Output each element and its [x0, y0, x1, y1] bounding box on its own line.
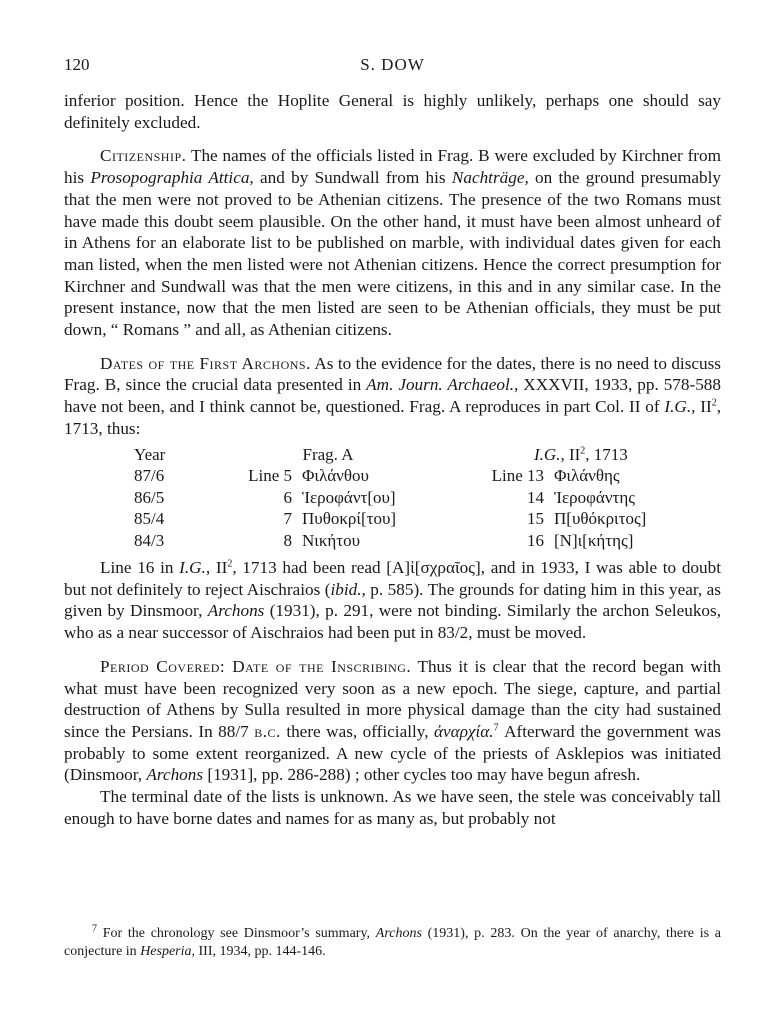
- cell-name-b: Φιλάνθης: [554, 466, 620, 486]
- page-number: 120: [64, 55, 90, 74]
- italic-title: I.G.,: [534, 444, 565, 464]
- cell-name-a: Νικήτου: [302, 530, 361, 550]
- cell-year: 84/3: [134, 530, 165, 550]
- paragraph-period: [64, 656, 721, 786]
- superscript: 2: [227, 558, 233, 570]
- text-run: For the chronology see Dinsmoor’s summary,: [97, 926, 376, 941]
- cell-name-a: Πυθοκρί[του]: [302, 509, 397, 529]
- text-run: , 1713: [585, 444, 628, 464]
- era-abbreviation: b.c.: [254, 721, 281, 741]
- section-heading-period: Period Covered: Date of the Inscribing.: [100, 656, 412, 676]
- cell-line-a: 8: [283, 530, 292, 550]
- text-run: Afterward the government was probably to some extent reorganized. A new cycle of the priests of Asklepios was initiated (Dinsmoor,: [64, 721, 721, 785]
- italic-title: Archons: [146, 765, 204, 785]
- italic-title: Nachträge,: [451, 168, 529, 188]
- cell-line-b: 15: [527, 509, 544, 529]
- cell-line-b: Line 13: [491, 466, 544, 486]
- superscript: 2: [711, 397, 717, 409]
- cell-line-b: 16: [527, 530, 544, 550]
- page-header: [64, 55, 721, 79]
- text-run: The names of the officials listed in Frag. B were excluded by Kirchner from his: [64, 146, 721, 188]
- cell-name-b: [Ν]ι[κήτης]: [554, 530, 634, 550]
- text-run: , 1713, thus:: [64, 397, 721, 438]
- cell-line-b: 14: [527, 487, 544, 507]
- italic-title: I.G.,: [179, 558, 211, 578]
- italic-title: Am. Journ. Archaeol.,: [366, 375, 519, 395]
- paragraph-line16: [64, 557, 721, 644]
- cell-name-b: Ἱεροφάντης: [554, 487, 635, 507]
- text-run: [1931], pp. 286-288) ; other cycles too may have begun afresh.: [203, 765, 641, 785]
- italic-title: Hesperia,: [140, 944, 196, 959]
- text-run: II: [564, 444, 581, 464]
- paragraph-citizenship: [64, 145, 721, 340]
- text-run: XXXVII, 1933, pp. 578-588 have not been, and I think cannot be, questioned. Frag. A reproduces in part Col. II of: [64, 375, 721, 417]
- cell-name-a: Ἱεροφάντ[ου]: [302, 487, 396, 507]
- table-row: [64, 487, 721, 509]
- cell-line-a: Line 5: [248, 466, 292, 486]
- table-header-row: [64, 444, 721, 466]
- column-header-ig: [452, 444, 628, 466]
- text-run: II: [210, 558, 228, 578]
- superscript: 2: [580, 444, 586, 456]
- text-run: p. 585). The grounds for dating him in this year, as given by Dinsmoor,: [64, 579, 721, 621]
- paragraph-continuation: inferior position. Hence the Hoplite General is highly unlikely, perhaps one should say definitely excluded.: [64, 91, 721, 132]
- text-run: Line 16 in: [100, 558, 180, 578]
- cell-line-a: 7: [283, 509, 292, 529]
- text-run: , 1713 had been read [Α]ἰ[σχραῖος], and in 1933, I was able to doubt but not definitely to reject Aischraios (: [64, 558, 721, 599]
- italic-title: I.G.,: [664, 397, 696, 417]
- italic-greek: ἀναρχία.: [434, 721, 494, 741]
- cell-year: 86/5: [134, 487, 165, 507]
- section-heading-citizenship: Citizenship.: [100, 146, 187, 166]
- cell-line-a: 6: [283, 487, 292, 507]
- text-run: II: [695, 397, 712, 417]
- cell-name-a: Φιλάνθου: [302, 466, 369, 486]
- column-header-year: Year: [134, 444, 166, 464]
- italic-title: ibid.,: [330, 579, 366, 599]
- table-row: [64, 465, 721, 487]
- text-run: and by Sundwall from his: [253, 168, 452, 188]
- paragraph-terminal: The terminal date of the lists is unknown. As we have seen, the stele was conceivably tall enough to have borne dates and names for as many as, but probably not: [64, 787, 721, 828]
- cell-year: 87/6: [134, 466, 165, 486]
- footnote-number: 7: [92, 923, 97, 935]
- paragraph-dates: [64, 353, 721, 440]
- footnote-marker: 7: [493, 722, 499, 734]
- text-run: As to the evidence for the dates, there is no need to discuss Frag. B, since the crucial data presented in: [64, 353, 721, 395]
- archon-table: [64, 444, 721, 552]
- italic-title: Archons: [207, 601, 265, 621]
- table-row: [64, 508, 721, 530]
- table-row: [64, 530, 721, 552]
- running-head: S. DOW: [360, 55, 425, 74]
- text-run: (1931), p. 291, were not binding. Similarly the archon Seleukos, who as a near successor of Aischraios had been put in 83/2, must be moved.: [64, 601, 721, 643]
- body-text: [64, 90, 721, 829]
- text-run: III, 1934, pp. 144-146.: [195, 944, 326, 959]
- footnote: [64, 925, 721, 961]
- italic-title: Prosopographia Attica,: [90, 168, 254, 188]
- cell-year: 85/4: [134, 509, 165, 529]
- text-run: on the ground presumably that the men were not proved to be Athenian citizens. The presence of the two Romans must have made this doubt seem plausible. On the other hand, it must have been almost unheard of in Athens for an elaborate list to be published on marble, with individual dates given for each man listed, when the men listed were not Athenian citizens. Hence the correct presumption for Kirchner and Sundwall was that the men were citizens, in this and in any similar case. In the present instance, now that the men listed are seen to be Athenian officials, they must be put down, “ Romans ” and all, as Athenian citizens.: [64, 168, 721, 340]
- section-heading-dates: Dates of the First Archons.: [100, 353, 311, 373]
- text-run: Thus it is clear that the record began with what must have been recognized very soon as a new epoch. The siege, capture, and partial destruction of Athens by Sulla resulted in more physical damage than the city had sustained since the Persians. In 88/7: [64, 656, 721, 741]
- text-run: (1931), p. 283. On the year of anarchy, there is a conjecture in: [64, 926, 722, 959]
- column-header-frag-a: Frag. A: [302, 444, 354, 464]
- text-run: there was, officially,: [280, 721, 435, 741]
- cell-name-b: Π[υθόκριτος]: [554, 509, 647, 529]
- italic-title: Archons: [375, 926, 422, 941]
